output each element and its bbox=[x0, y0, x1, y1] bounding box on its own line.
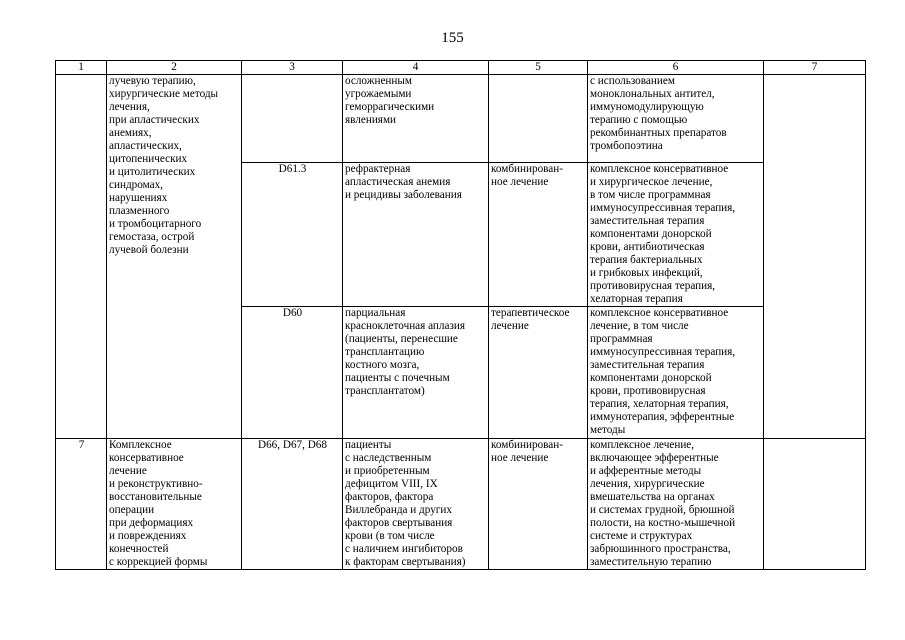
cell-num bbox=[56, 75, 107, 439]
header-col-4: 4 bbox=[343, 61, 489, 75]
cell-col7 bbox=[764, 75, 866, 439]
cell-treatment-method: комплексное консервативное лечение, в том числе программная иммуносупрессивная терапия, заместительная терапия компонентами донорской крови, противовирусная терапия, хелаторная терапия, иммунотерапия, эфферентные методы bbox=[588, 307, 764, 439]
cell-treatment-type bbox=[489, 75, 588, 163]
cell-icd-code bbox=[242, 75, 343, 163]
cell-num: 7 bbox=[56, 439, 107, 570]
header-col-1: 1 bbox=[56, 61, 107, 75]
cell-icd-code: D60 bbox=[242, 307, 343, 439]
cell-patient-model: рефрактерная апластическая анемия и рецидивы заболевания bbox=[343, 163, 489, 307]
table-row bbox=[56, 75, 866, 163]
cell-patient-model: пациенты с наследственным и приобретенным дефицитом VIII, IX факторов, фактора Виллебранда и других факторов свертывания крови (в том числе с наличием ингибиторов к факторам свертывания) bbox=[343, 439, 489, 570]
cell-col7 bbox=[764, 439, 866, 570]
header-col-6: 6 bbox=[588, 61, 764, 75]
page-number: 155 bbox=[441, 30, 464, 46]
table-row bbox=[56, 439, 866, 570]
cell-care-type: лучевую терапию, хирургические методы лечения, при апластических анемиях, апластических, цитопенических и цитолитических синдромах, нарушениях плазменного и тромбоцитарного гемостаза, острой лучевой болезни bbox=[107, 75, 242, 439]
header-row bbox=[56, 61, 866, 75]
cell-treatment-type: терапевтическое лечение bbox=[489, 307, 588, 439]
cell-icd-code: D61.3 bbox=[242, 163, 343, 307]
cell-patient-model: парциальная красноклеточная аплазия (пациенты, перенесшие трансплантацию костного мозга, пациенты с почечным трансплантатом) bbox=[343, 307, 489, 439]
header-col-3: 3 bbox=[242, 61, 343, 75]
cell-treatment-type: комбинирован- ное лечение bbox=[489, 163, 588, 307]
cell-treatment-type: комбинирован- ное лечение bbox=[489, 439, 588, 570]
header-col-2: 2 bbox=[107, 61, 242, 75]
header-col-5: 5 bbox=[489, 61, 588, 75]
medical-care-table bbox=[55, 60, 866, 570]
cell-treatment-method: с использованием моноклональных антител, иммуномодулирующую терапию с помощью рекомбинантных препаратов тромбопоэтина bbox=[588, 75, 764, 163]
cell-patient-model: осложненным угрожаемыми геморрагическими явлениями bbox=[343, 75, 489, 163]
cell-care-type: Комплексное консервативное лечение и реконструктивно- восстановительные операции при деформациях и повреждениях конечностей с коррекцией формы bbox=[107, 439, 242, 570]
cell-treatment-method: комплексное лечение, включающее эфферентные и афферентные методы лечения, хирургические вмешательства на органах и системах грудной, брюшной полости, на костно-мышечной системе и структурах забрюшинного пространства, заместительную терапию bbox=[588, 439, 764, 570]
cell-treatment-method: комплексное консервативное и хирургическое лечение, в том числе программная иммуносупрессивная терапия, заместительная терапия компонентами донорской крови, антибиотическая терапия бактериальных и грибковых инфекций, противовирусная терапия, хелаторная терапия bbox=[588, 163, 764, 307]
cell-icd-code: D66, D67, D68 bbox=[242, 439, 343, 570]
header-col-7: 7 bbox=[764, 61, 866, 75]
